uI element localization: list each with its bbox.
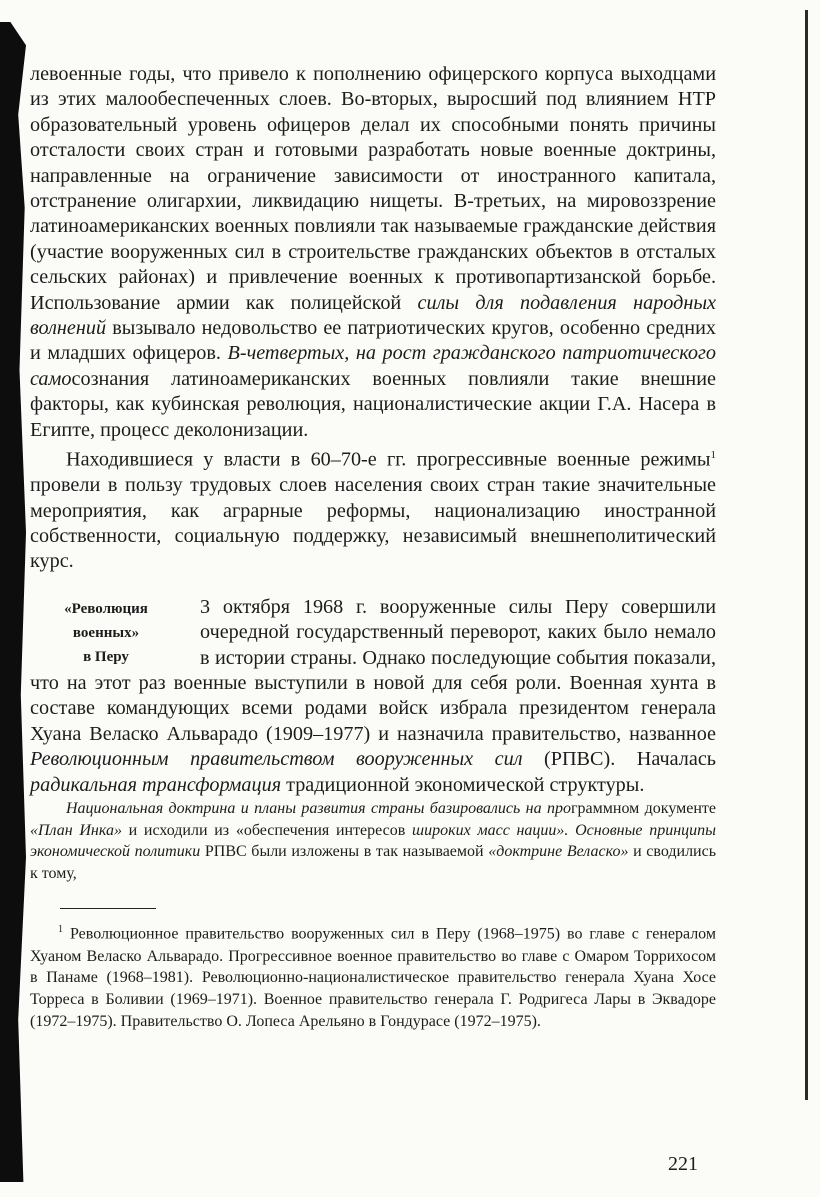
footnote-mark: 1 [58, 924, 63, 936]
footnote-divider [60, 908, 156, 909]
paragraph-1-italic-a: силы для подавления народных волнений [30, 291, 716, 340]
paragraph-1-italic-b: В-четвертых, на рост гражданского патриотического само [30, 342, 716, 390]
paragraph-1-text-b: вызывало недовольство ее патриотических кругов, особенно средних и младших офицеров. [30, 317, 716, 365]
small-text-b: и исходили из «обеспечения интересов [121, 821, 413, 839]
small-text-d: и сводились к тому, [30, 843, 717, 882]
section-heading-line-3: в Перу [83, 648, 129, 665]
section-peru [30, 595, 716, 798]
section-text-c: традиционной экономической структуры. [281, 773, 645, 796]
section-text-a: 3 октября 1968 г. вооруженные силы Перу совершили очередной государственный переворот, каких было немало в истории страны. Однако последующие события показали, что на этот раз военные выступили в новой для себя роли. Военная хунта в составе командующих всеми родами войск избрала президентом генерала Хуана Веласко Альварадо (1909–1977) и назначила правительство, названное [30, 595, 716, 745]
section-heading-line-2: военных» [72, 624, 140, 641]
section-heading-line-1: «Революция [64, 600, 148, 617]
paragraph-1-text-a: левоенные годы, что привело к пополнению офицерского корпуса выходцами из этих малообеспеченных слоев. Во-вторых, выросший под влиянием НТР образовательный уровень офицеров делал их способными понять причины отсталости своих стран и готовыми разработать новые военные доктрины, направленные на ограничение зависимости от иностранного капитала, отстранение олигархии, ликвидацию нищеты. В-третьих, на мировоззрение латиноамериканских военных повлияли так называемые гражданские действия (участие вооруженных сил в строительстве гражданских объектов в отсталых сельских районах) и привлечение военных к противопартизанской борьбе. Использование армии как полицейской [30, 63, 716, 314]
scan-shadow-right [805, 10, 808, 1100]
footnote [30, 919, 716, 1032]
small-italic-b: «План Инка» [30, 821, 122, 839]
small-italic-a: Национальная доктрина и планы развития страны базировались на про [66, 800, 571, 818]
section-text-b: (РПВС). Началась [522, 748, 716, 771]
small-print-paragraph [30, 798, 716, 884]
scan-shadow-left [0, 22, 26, 1182]
footnote-text: Революционное правительство вооруженных сил в Перу (1968–1975) во главе с генералом Хуаном Веласко Альварадо. Прогрессивное военное правительство во главе с Омаром Торрихосом в Панаме (1968–1981). Революционно-националистическое правительство генерала Хуана Хосе Торреса в Боливии (1969–1971). Военное правительство генерала Г. Родригеса Лары в Эквадоре (1972–1975). Правительство О. Лопеса Арельяно в Гондурасе (1972–1975). [30, 925, 717, 1030]
footnote-reference: 1 [710, 449, 716, 462]
section-heading [30, 597, 182, 669]
page-body [30, 62, 716, 1033]
small-text-c: РПВС были изложены в так называемой [200, 843, 489, 861]
paragraph-1-text-c: сознания латиноамериканских военных повлияли такие внешние факторы, как кубинская революция, националистические акции Г.А. Насера в Египте, процесс деколонизации. [30, 367, 716, 441]
section-italic-b: радикальная трансформация [30, 773, 282, 796]
paragraph-1 [30, 62, 716, 443]
page-number: 221 [668, 1153, 698, 1175]
paragraph-2 [30, 443, 716, 575]
small-italic-d: «доктрине Веласко» [488, 843, 629, 861]
small-italic-c: широких масс нации». Основные принципы экономической политики [30, 821, 717, 861]
section-italic-a: Революционным правительством вооруженных сил [30, 748, 523, 771]
small-text-a: граммном документе [570, 800, 716, 818]
paragraph-2-text-b: провели в пользу трудовых слоев населения своих стран такие значительные мероприятия, как аграрные реформы, национализацию иностранной собственности, социальную поддержку, независимый внешнеполитический курс. [30, 474, 716, 573]
paragraph-2-text-a: Находившиеся у власти в 60–70-е гг. прогрессивные военные режимы [66, 448, 711, 471]
